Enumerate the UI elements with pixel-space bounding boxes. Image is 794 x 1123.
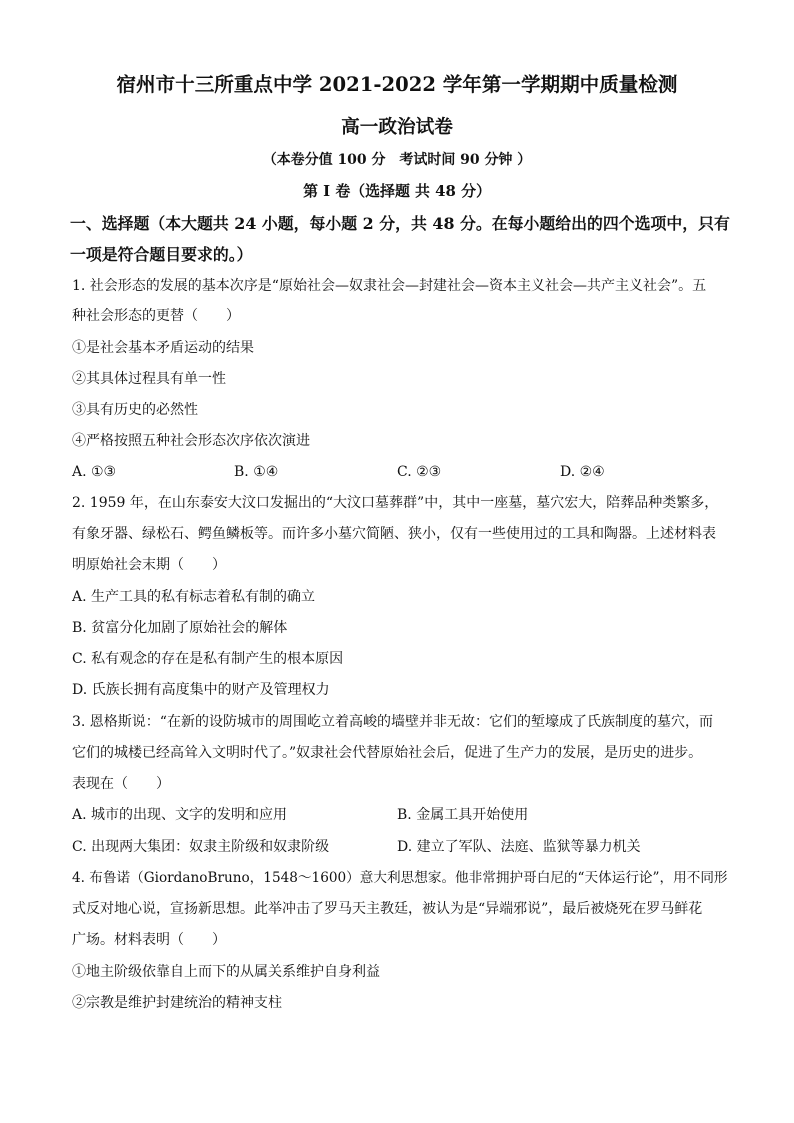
question-1-stem-line: 种社会形态的更替（ ）: [72, 308, 240, 324]
exam-info: （本卷分值 100 分 考试时间 90 分钟 ）: [262, 152, 532, 168]
question-4-statement: ①地主阶级依靠自上而下的从属关系维护自身利益: [72, 964, 380, 980]
question-2-option-d[interactable]: D. 氏族长拥有高度集中的财产及管理权力: [72, 682, 330, 698]
question-1-option-c[interactable]: C. ②③: [397, 464, 442, 480]
question-4-stem-line: 式反对地心说，宣扬新思想。此举冲击了罗马天主教廷，被认为是“异端邪说”，最后被烧死在罗马鲜花: [72, 901, 703, 917]
question-3-option-c[interactable]: C. 出现两大集团：奴隶主阶级和奴隶阶级: [72, 839, 330, 855]
question-2-stem-line: 有象牙器、绿松石、鳄鱼鳞板等。而许多小墓穴简陋、狭小，仅有一些使用过的工具和陶器。上述材料表: [72, 526, 716, 542]
question-2-stem-line: 明原始社会末期（ ）: [72, 557, 226, 573]
question-3-stem-line: 3. 恩格斯说：“在新的设防城市的周围屹立着高峻的墙壁并非无故：它们的堑壕成了氏族制度的墓穴，而: [72, 714, 713, 730]
question-2-option-c[interactable]: C. 私有观念的存在是私有制产生的根本原因: [72, 651, 344, 667]
section-heading-line: 一、选择题（本大题共 24 小题，每小题 2 分，共 48 分。在每小题给出的四个选项中，只有: [70, 214, 730, 233]
question-3-stem-line: 表现在（ ）: [72, 776, 170, 792]
question-4-stem-line: 4. 布鲁诺（GiordanoBruno，1548～1600）意大利思想家。他非常拥护哥白尼的“天体运行论”，用不同形: [72, 870, 728, 886]
question-3-option-b[interactable]: B. 金属工具开始使用: [397, 807, 529, 823]
section-heading: [70, 208, 730, 270]
question-3-option-a[interactable]: A. 城市的出现、文字的发明和应用: [72, 807, 288, 823]
question-1-stem-line: 1. 社会形态的发展的基本次序是“原始社会—奴隶社会—封建社会—资本主义社会—共产主义社会”。五: [72, 278, 707, 294]
question-1-statement: ①是社会基本矛盾运动的结果: [72, 340, 254, 356]
question-4-statement: ②宗教是维护封建统治的精神支柱: [72, 995, 282, 1011]
question-2-option-a[interactable]: A. 生产工具的私有标志着私有制的确立: [72, 589, 316, 605]
question-1-statement: ④严格按照五种社会形态次序依次演进: [72, 433, 310, 449]
question-2-stem-line: 2. 1959 年，在山东泰安大汶口发掘出的“大汶口墓葬群”中，其中一座墓，墓穴宏大，陪葬品种类繁多，: [72, 495, 719, 511]
question-4-stem-line: 广场。材料表明（ ）: [72, 932, 226, 948]
question-1-option-a[interactable]: A. ①③: [72, 464, 117, 480]
question-1-statement: ③具有历史的必然性: [72, 402, 198, 418]
question-1-option-b[interactable]: B. ①④: [234, 464, 279, 480]
school-title: 宿州市十三所重点中学 2021-2022 学年第一学期期中质量检测: [116, 73, 678, 96]
question-3-option-d[interactable]: D. 建立了军队、法庭、监狱等暴力机关: [397, 839, 641, 855]
question-1-statement: ②其具体过程具有单一性: [72, 371, 226, 387]
question-3-stem-line: 它们的城楼已经高耸入文明时代了。”奴隶社会代替原始社会后，促进了生产力的发展，是历史的进步。: [72, 745, 703, 761]
question-1-option-d[interactable]: D. ②④: [560, 464, 605, 480]
subject-title: 高一政治试卷: [341, 116, 453, 138]
part-title: 第 I 卷（选择题 共 48 分）: [303, 182, 491, 200]
section-heading-line: 一项是符合题目要求的。）: [70, 245, 253, 264]
question-2-option-b[interactable]: B. 贫富分化加剧了原始社会的解体: [72, 620, 288, 636]
